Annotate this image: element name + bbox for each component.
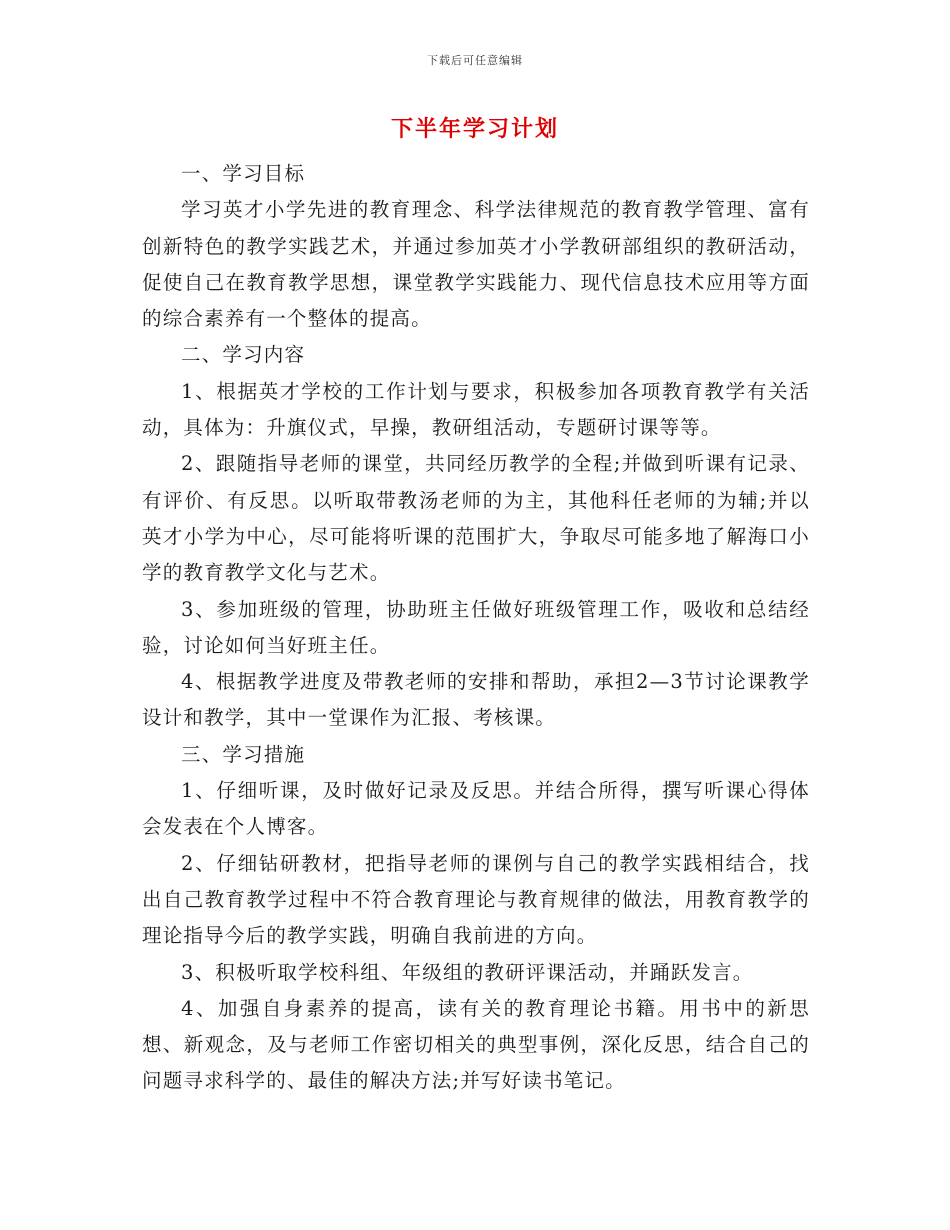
document-body (142, 156, 810, 1100)
section-heading-measures: 三、学习措施 (181, 742, 306, 766)
paragraph: 学习英才小学先进的教育理念、科学法律规范的教育教学管理、富有创新特色的教学实践艺术，并通过参加英才小学教研部组织的教研活动，促使自己在教育教学思想，课堂教学实践能力、现代信息技术应用等方面的综合素养有一个整体的提高。 (142, 198, 810, 331)
paragraph: 3、积极听取学校科组、年级组的教研评课活动，并踊跃发言。 (181, 960, 754, 984)
document-title: 下半年学习计划 (390, 116, 559, 142)
header-note: 下载后可任意编辑 (427, 54, 523, 67)
paragraph: 1、根据英才学校的工作计划与要求，积极参加各项教育教学有关活动，具体为：升旗仪式，早操，教研组活动，专题研讨课等等。 (142, 379, 810, 440)
paragraph: 1、仔细听课，及时做好记录及反思。并结合所得，撰写听课心得体会发表在个人博客。 (142, 779, 810, 839)
paragraph: 3、参加班级的管理，协助班主任做好班级管理工作，吸收和总结经验，讨论如何当好班主任。 (142, 597, 810, 657)
paragraph: 2、跟随指导老师的课堂，共同经历教学的全程;并做到听课有记录、有评价、有反思。以听取带教汤老师的为主，其他科任老师的为辅;并以英才小学为中心，尽可能将听课的范围扩大，争取尽可能多地了解海口小学的教育教学文化与艺术。 (142, 452, 810, 585)
section-heading-content: 二、学习内容 (181, 343, 306, 367)
paragraph: 2、仔细钻研教材，把指导老师的课例与自己的教学实践相结合，找出自己教育教学过程中不符合教育理论与教育规律的做法，用教育教学的理论指导今后的教学实践，明确自我前进的方向。 (142, 851, 810, 948)
section-heading-goals: 一、学习目标 (181, 162, 306, 185)
paragraph: 4、加强自身素养的提高，读有关的教育理论书籍。用书中的新思想、新观念，及与老师工作密切相关的典型事例，深化反思，结合自己的问题寻求科学的、最佳的解决方法;并写好读书笔记。 (142, 996, 810, 1093)
paragraph: 4、根据教学进度及带教老师的安排和帮助，承担2—3节讨论课教学设计和教学，其中一堂课作为汇报、考核课。 (142, 670, 810, 730)
